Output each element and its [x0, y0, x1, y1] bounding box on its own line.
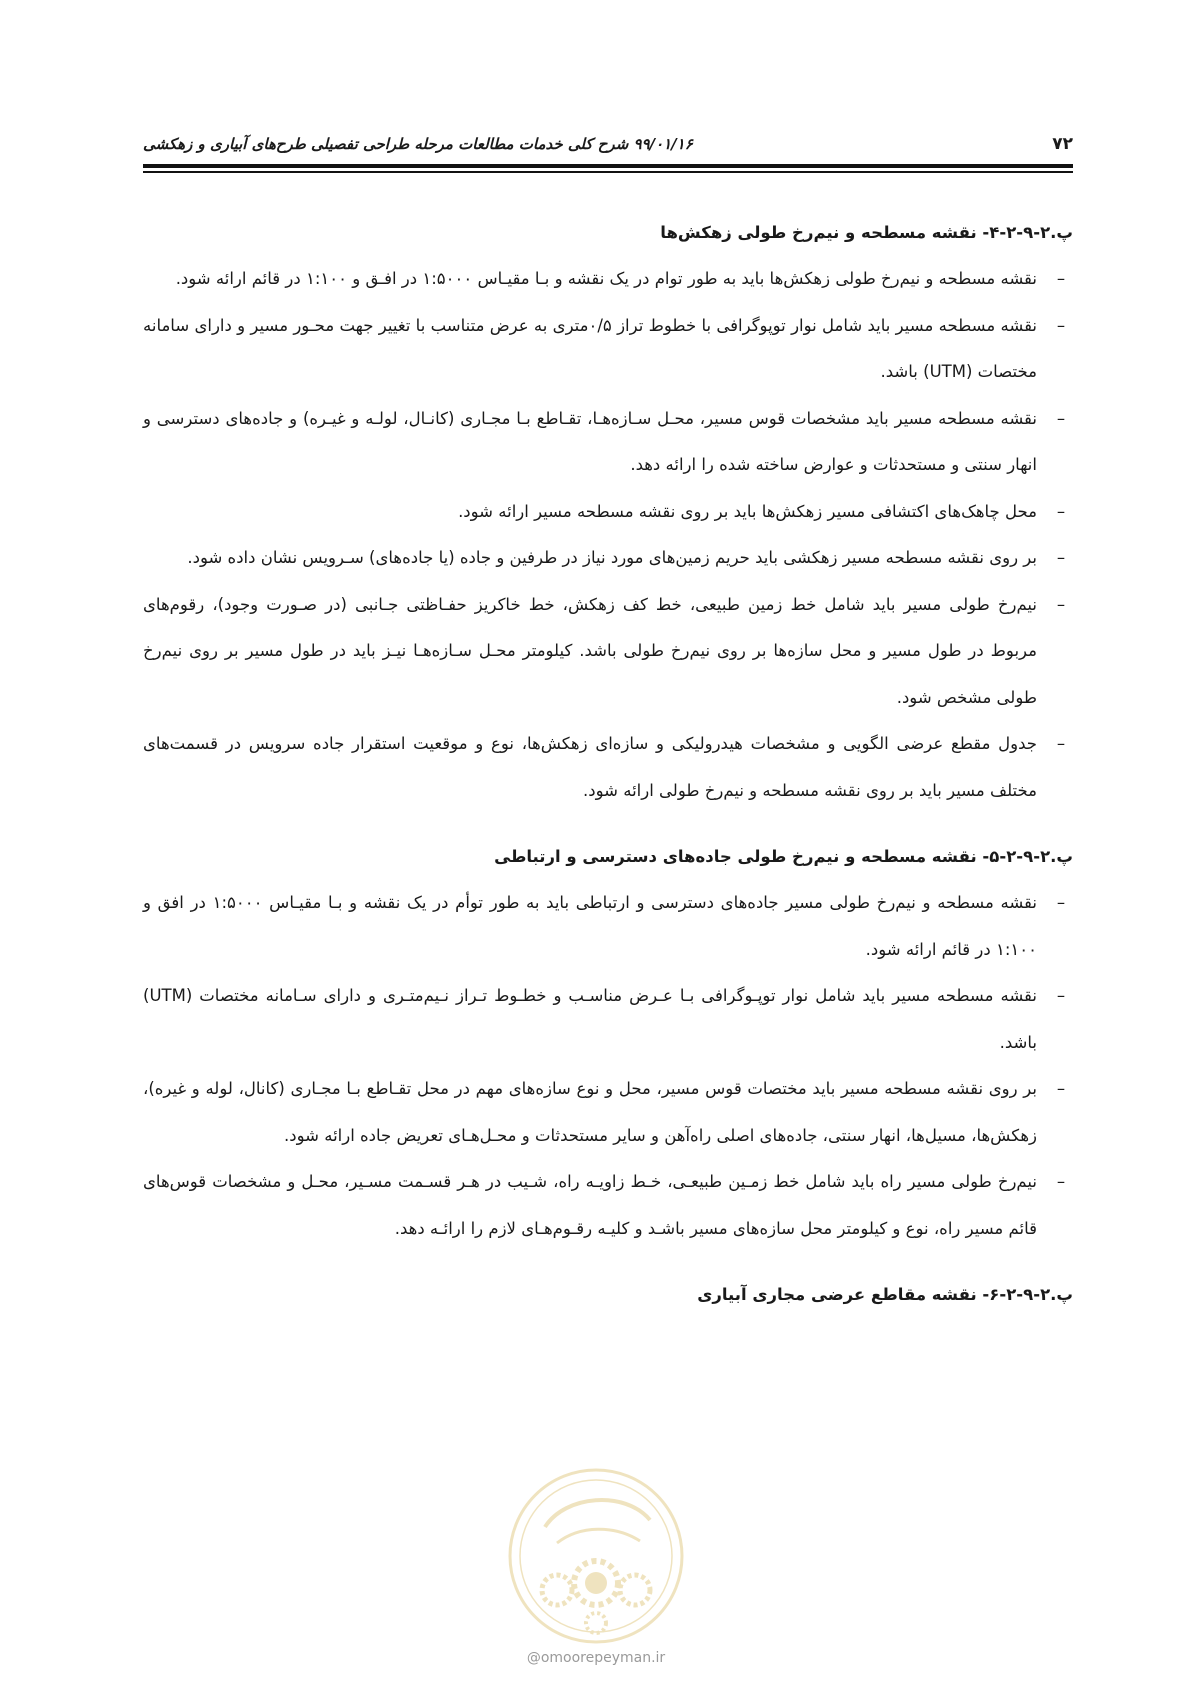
list-item-text: نیم‌رخ طولی مسیر باید شامل خط زمین طبیعی، خط کف زهکش، خط خاکریز حفـاظتی جـانبی (در صـورت وجود)، رقوم‌های مربوط در طول مسیر و محل سازه‌ها بر روی نیم‌رخ طولی باشد. کیلومتر محـل سـازه‌هـا نیـز باید در طول مسیر بر روی نیم‌رخ طولی مشخص شود. [143, 594, 1037, 707]
list-item-text: نقشه مسطحه و نیم‌رخ طولی مسیر جاده‌های دسترسی و ارتباطی باید به طور توأم در یک نقشه و بـا مقیـاس ۱:۵۰۰۰ در افق و ۱:۱۰۰ در قائم ارائه شود. [143, 893, 1037, 959]
dash-icon: – [1056, 315, 1066, 335]
list-item [143, 256, 1073, 303]
dash-icon: – [1056, 594, 1066, 614]
list-item-text: جدول مقطع عرضی الگویی و مشخصات هیدرولیکی و سازه‌ای زهکش‌ها، نوع و موقعیت استقرار جاده سرویس در قسمت‌های مختلف مسیر باید بر روی نقشه مسطحه و نیم‌رخ طولی ارائه شود. [143, 734, 1037, 800]
list-item-text: نیم‌رخ طولی مسیر راه باید شامل خط زمـین طبیعـی، خـط زاویـه راه، شـیب در هـر قسـمت مسـیر، محـل و مشخصات قوس‌های قائم مسیر راه، نوع و کیلومتر محل سازه‌های مسیر باشـد و کلیـه رقـوم‌هـای لازم را ارائـه دهد. [143, 1172, 1037, 1238]
list-item-text: بر روی نقشه مسطحه مسیر زهکشی باید حریم زمین‌های مورد نیاز در طرفین و جاده (یا جاده‌های) سـرویس نشان داده شود. [187, 548, 1037, 567]
bullet-list [143, 256, 1073, 814]
list-item [143, 1159, 1073, 1252]
page-header [143, 128, 1073, 172]
dash-icon: – [1056, 501, 1066, 521]
list-item-text: نقشه مسطحه مسیر باید شامل نوار توپوگرافی با خطوط تراز ۰/۵متری به عرض متناسب با تغییر جهت محـور مسیر و دارای سامانه مختصات (UTM) باشد. [143, 315, 1038, 381]
section-heading: پ.۲-۹-۲-۵- نقشه مسطحه و نیم‌رخ طولی جاده‌های دسترسی و ارتباطی [494, 847, 1073, 866]
list-item-text: نقشه مسطحه و نیم‌رخ طولی زهکش‌ها باید به طور توام در یک نقشه و بـا مقیـاس ۱:۵۰۰۰ در افـق و ۱:۱۰۰ در قائم ارائه شود. [175, 269, 1037, 288]
dash-icon: – [1056, 408, 1066, 428]
dash-icon: – [1056, 1079, 1066, 1098]
dash-icon: – [1056, 1172, 1066, 1191]
list-item [143, 880, 1073, 973]
watermark-logo-icon [505, 1465, 687, 1647]
list-item-text: نقشه مسطحه مسیر باید مشخصات قوس مسیر، محـل سـازه‌هـا، تقـاطع بـا مجـاری (کانـال، لولـه و غیـره) و جاده‌های دسترسی و انهار سنتی و مستحدثات و عوارض ساخته شده را ارائه دهد. [143, 408, 1037, 474]
section-access-roads [143, 834, 1073, 1252]
list-item [143, 303, 1073, 396]
list-item-text: نقشه مسطحه مسیر باید شامل نوار توپـوگرافی بـا عـرض مناسـب و خطـوط تـراز نـیم‌متـری و دارای سـامانه مختصات (UTM) باشد. [143, 986, 1037, 1052]
list-item [143, 1066, 1073, 1159]
running-title: ۹۹/۰۱/۱۶ شرح کلی خدمات مطالعات مرحله طراحی تفصیلی طرح‌های آبیاری و زهکشی [143, 135, 693, 153]
list-item [143, 535, 1073, 582]
document-body [143, 210, 1073, 1318]
watermark-site: @omoorepeyman.ir [526, 1650, 666, 1666]
list-item [143, 582, 1073, 722]
dash-icon: – [1056, 548, 1066, 567]
dash-icon: – [1056, 893, 1066, 912]
list-item [143, 721, 1073, 814]
list-item [143, 489, 1073, 536]
section-drain-plan [143, 210, 1073, 814]
dash-icon: – [1056, 734, 1066, 753]
page-number: ۷۲ [1052, 134, 1073, 154]
bullet-list [143, 880, 1073, 1252]
dash-icon: – [1056, 986, 1066, 1005]
list-item [143, 973, 1073, 1066]
section-cross-sections [143, 1272, 1073, 1318]
list-item-text: بر روی نقشه مسطحه مسیر باید مختصات قوس مسیر، محل و نوع سازه‌های مهم در محل تقـاطع بـا مجـاری (کانال، لوله و غیره)، زهکش‌ها، مسیل‌ها، انهار سنتی، جاده‌های اصلی راه‌آهن و سایر مستحدثات و محـل‌هـای تعریض جاده ارائه شود. [143, 1079, 1037, 1145]
list-item [143, 396, 1073, 489]
section-heading: پ.۲-۹-۲-۶- نقشه مقاطع عرضی مجاری آبیاری [697, 1285, 1073, 1304]
dash-icon: – [1056, 269, 1066, 288]
header-rule-thin [143, 171, 1073, 173]
list-item-text: محل چاهک‌های اکتشافی مسیر زهکش‌ها باید بر روی نقشه مسطحه مسیر ارائه شود. [458, 501, 1037, 521]
header-rule-thick [143, 164, 1073, 168]
section-heading: پ.۲-۹-۲-۴- نقشه مسطحه و نیم‌رخ طولی زهکش‌ها [660, 223, 1073, 242]
